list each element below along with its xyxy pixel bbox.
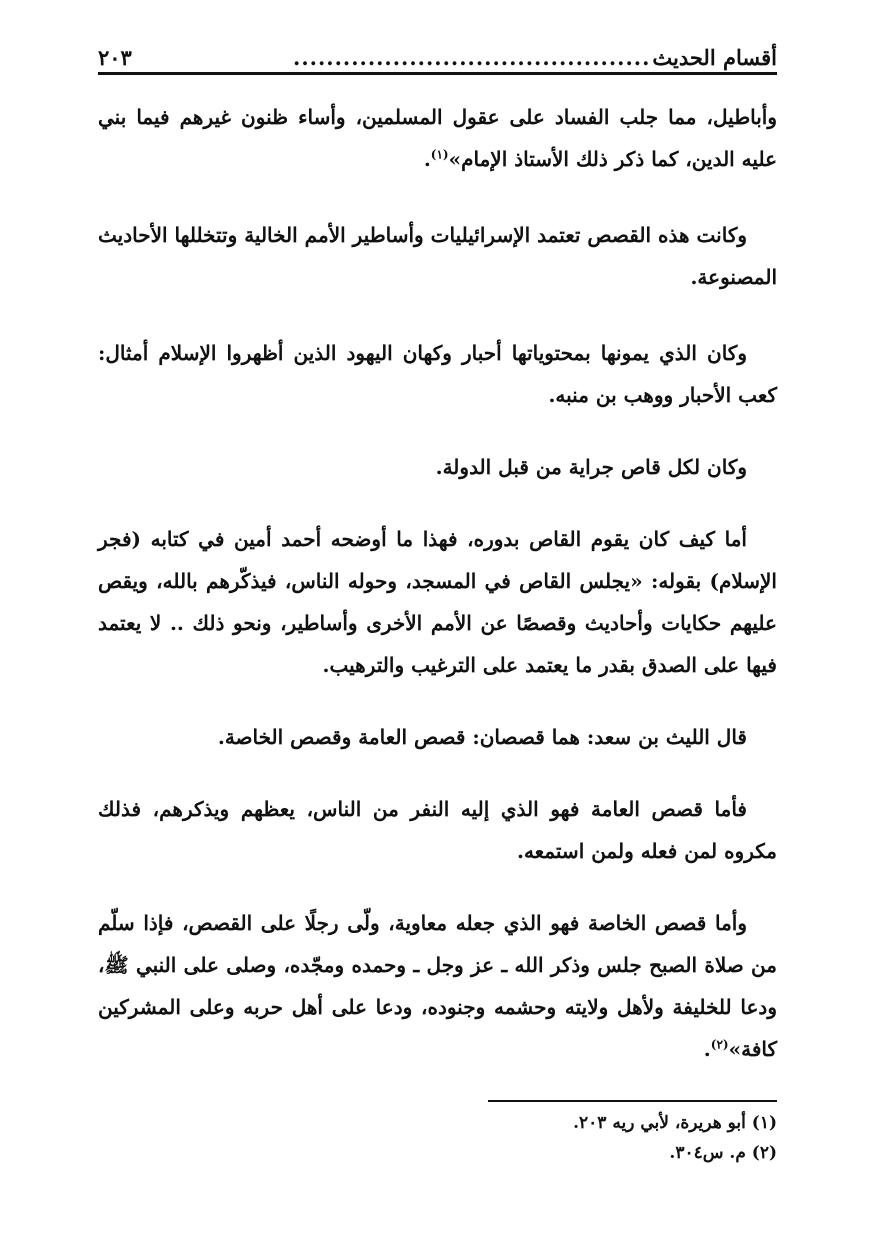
header-leader-dots: ...........................................: [293, 45, 651, 70]
paragraph-2: وكانت هذه القصص تعتمد الإسرائيليات وأساطير الأمم الخالية وتتخللها الأحاديث المصنوعة.: [98, 223, 777, 289]
header-title: أقسام الحديث: [652, 45, 777, 70]
footnote-2: (٢) م. س٣٠٤.: [669, 1143, 777, 1163]
paragraph-6: قال الليث بن سعد: هما قصصان: قصص العامة وقصص الخاصة.: [217, 725, 747, 749]
running-header: [98, 34, 777, 75]
paragraph-8: وأما قصص الخاصة فهو الذي جعله معاوية، ولّى رجلًا على القصص، فإذا سلّم من صلاة الصبح جلس وذكر الله ـ عز وجل ـ وحمده ومجّده، وصلى على النبي ﷺ، ودعا للخليفة ولأهل ولايته وحشمه وجنوده، ودعا على أهل حربه وعلى المشركين كافة»$^{(٢)}$.: [98, 911, 777, 1061]
paragraph-4: وكان لكل قاص جراية من قبل الدولة.: [435, 455, 747, 479]
footnote-divider: [488, 1100, 777, 1102]
paragraph-3: وكان الذي يمونها بمحتوياتها أحبار وكهان اليهود الذين أظهروا الإسلام أمثال: كعب الأحبار ووهب بن منبه.: [98, 341, 777, 407]
footnote-ref-1: (١): [430, 147, 449, 162]
footnotes: [300, 1108, 777, 1168]
paragraph-5: أما كيف كان يقوم القاص بدوره، فهذا ما أوضحه أحمد أمين في كتابه (فجر الإسلام) بقوله: «يجلس القاص في المسجد، وحوله الناس، فيذكّرهم بالله، ويقص عليهم حكايات وأحاديث وقصصًا عن الأمم الأخرى وأساطير، ونحو ذلك .. لا يعتمد فيها على الصدق بقدر ما يعتمد على الترغيب والترهيب.: [98, 527, 777, 677]
paragraph-7: فأما قصص العامة فهو الذي إليه النفر من الناس، يعظهم ويذكرهم، فذلك مكروه لمن فعله ولمن استمعه.: [98, 797, 777, 863]
footnote-1: (١) أبو هريرة، لأبي ريه ٢٠٣.: [573, 1113, 777, 1133]
paragraph-1: وأباطيل، مما جلب الفساد على عقول المسلمين، وأساء ظنون غيرهم فيما بني عليه الدين، كما ذكر ذلك الأستاذ الإمام»$^{(١)}$.: [98, 105, 777, 171]
body-text: [98, 96, 777, 1070]
footnote-ref-2: (٢): [710, 1037, 729, 1052]
page-number: ٢٠٣: [98, 45, 132, 70]
